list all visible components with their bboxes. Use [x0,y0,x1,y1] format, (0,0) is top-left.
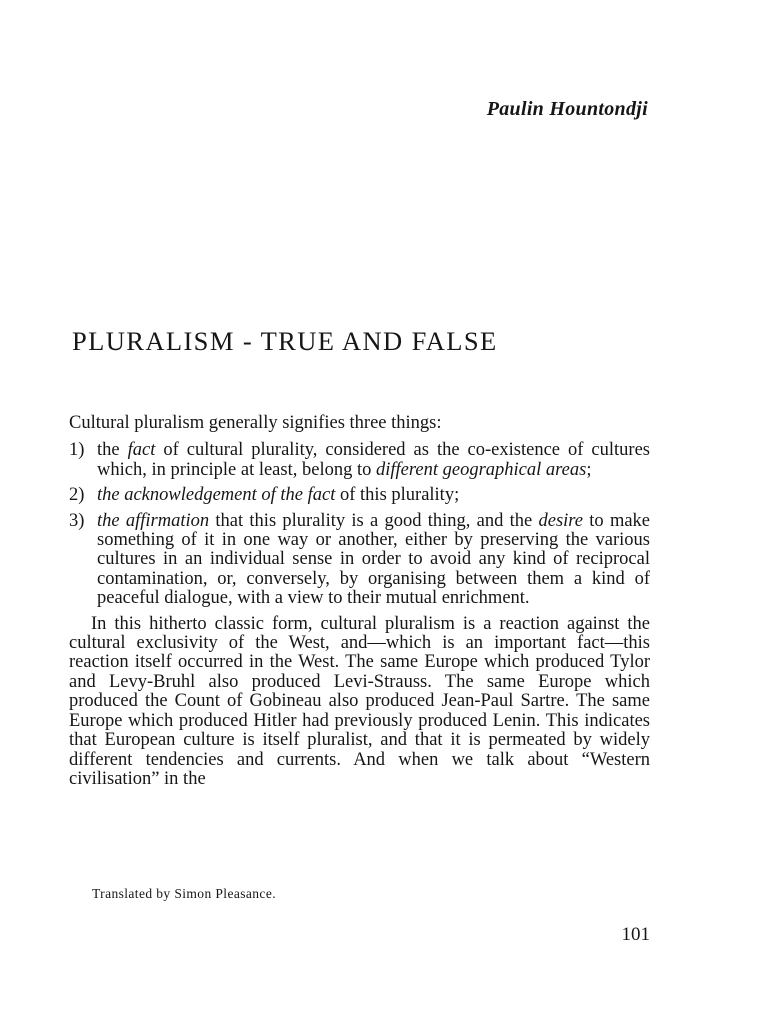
list-item-emphasis: desire [538,510,584,531]
body-paragraph: In this hitherto classic form, cultural pluralism is a reaction against the cultural exclusivity of the West, and—which is an important fact—this reaction itself occurred in the West. The same Europe which produced Tylor and Levy-Bruhl also produced Levi-Strauss. The same Europe which produced the Count of Gobineau also produced Jean-Paul Sartre. The same Europe which produced Hitler had previously produced Lenin. This indicates that European culture is itself pluralist, and that it is permeated by widely different tendencies and currents. And when we talk about “Western civilisation” in the [69,613,650,789]
list-item-text: of this plurality; [335,485,460,506]
list-item-emphasis: the acknowledgement of the fact [97,485,336,506]
intro-sentence: Cultural pluralism generally signifies three things: [69,413,442,433]
list-item-emphasis: the affirmation [97,510,210,531]
list-item-number: 1) [69,440,85,461]
article-body [69,414,650,789]
list-item-number: 2) [69,485,85,506]
list-item [69,486,650,505]
list-item-text: ; [586,459,592,480]
list-item-text: the [97,440,128,461]
list-item-text: to make something of it in one way or another, either by preserving the various cultures in an individual sense in order to avoid any kind of reciprocal contamination, or, conversely, by organising between them a kind of peaceful dialogue, with a view to their mutual enrichment. [97,510,651,609]
list-item-text: that this plurality is a good thing, and the [209,510,539,531]
list-item-text: of cultural plurality, considered as the co-existence of cultures which, in principle at least, belong to [97,440,650,480]
list-item [69,512,650,609]
list-item-emphasis: fact [127,440,156,461]
list-item [69,441,650,480]
translator-note: Translated by Simon Pleasance. [92,886,276,901]
author-name: Paulin Hountondji [486,98,648,120]
article-title: PLURALISM - TRUE AND FALSE [72,326,498,356]
page-number: 101 [621,924,650,945]
list-item-emphasis: different geographical areas [375,459,587,480]
list-item-number: 3) [69,510,85,531]
numbered-list [69,441,650,608]
